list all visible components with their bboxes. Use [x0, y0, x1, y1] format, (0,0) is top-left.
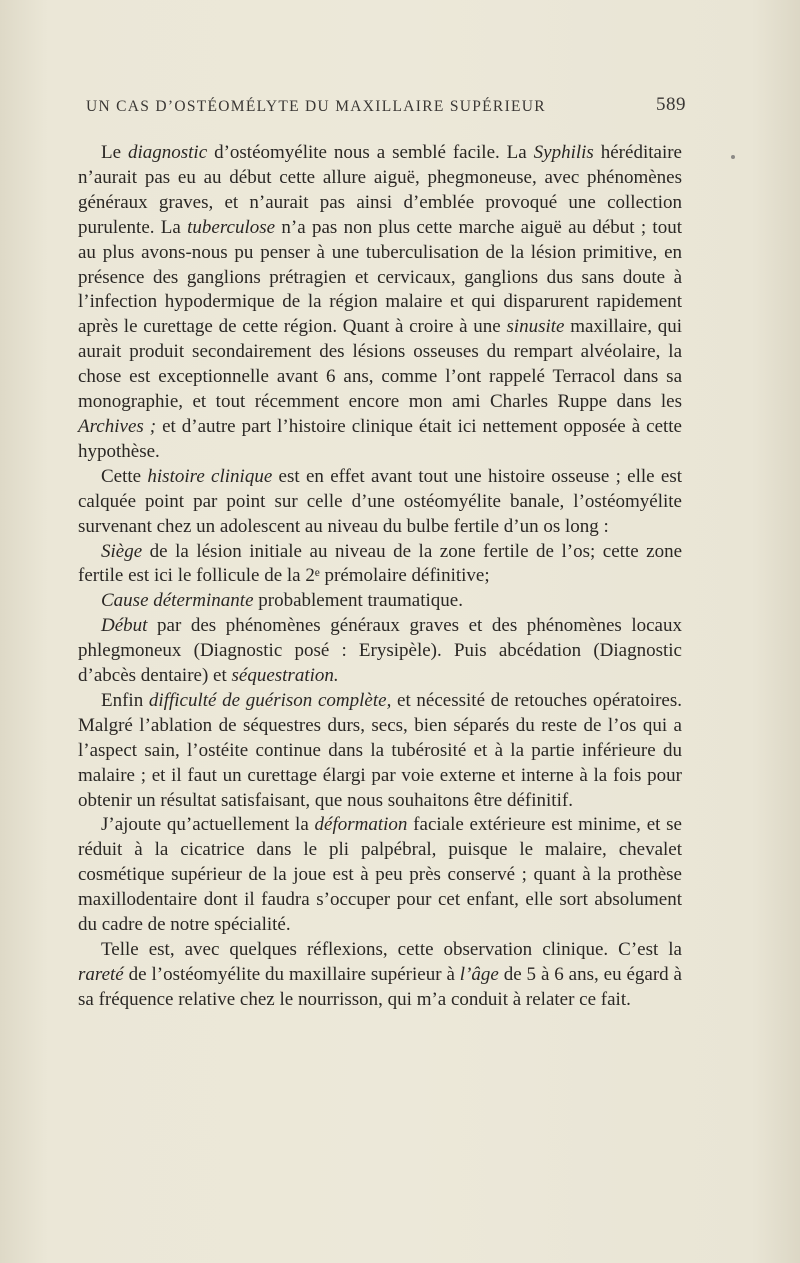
italic-text-segment: Début: [101, 615, 148, 637]
paragraph: [78, 813, 682, 938]
italic-text-segment: Cause déterminante: [101, 590, 254, 612]
italic-text-segment: tuberculose: [187, 216, 276, 238]
italic-text-segment: Archives ;: [78, 415, 157, 437]
text-segment: de 5 à 6 ans, eu égard à sa fréquence relative chez le nourrisson, qui m’a conduit à relater ce fait.: [78, 963, 682, 1010]
text-segment: n’a pas non plus cette marche aiguë au début ; tout au plus avons-nous pu penser à une tuberculisation de la lésion primitive, en présence des ganglions prétragien et cervicaux, ganglions dus sans doute à l’infection hypodermique de la région malaire et qui disparurent rapidement après le curettage de cette région. Quant à croire à une: [78, 216, 682, 338]
text-segment: J’ajoute qu’actuellement la: [101, 814, 315, 836]
running-head: [86, 94, 686, 124]
paragraph: [78, 689, 682, 814]
text-segment: Cette: [101, 465, 148, 487]
text-segment: Telle est, avec quelques réflexions, cette observation clinique. C’est la: [101, 939, 682, 960]
paragraph: [78, 141, 682, 465]
running-title: UN CAS D’OSTÉOMÉLYTE DU MAXILLAIRE SUPÉRIEUR: [86, 98, 546, 115]
paragraph: [78, 614, 682, 689]
text-segment: Enfin: [101, 689, 149, 711]
body-text: [78, 141, 682, 1013]
paragraph: [78, 938, 682, 1013]
text-segment: d’ostéomyélite nous a semblé facile. La: [207, 142, 534, 163]
text-segment: faciale extérieure est minime, et se réduit à la cicatrice dans le pli palpébral, puisque le malaire, chevalet cosmétique supérieur de la joue est à peu près conservé ; quant à la prothèse maxillodentaire dont il faudra s’occuper pour cet enfant, elle sort absolument du cadre de notre spécialité.: [78, 814, 682, 936]
italic-text-segment: sinusite: [506, 316, 565, 338]
italic-text-segment: déformation: [314, 814, 408, 836]
paragraph: [78, 465, 682, 540]
page-number: 589: [656, 94, 686, 115]
italic-text-segment: Siège: [101, 540, 143, 562]
text-segment: par des phénomènes généraux graves et des phénomènes locaux phlegmoneux (Diagnostic posé : Erysipèle). Puis abcédation (Diagnostic d’abcès dentaire) et: [78, 615, 682, 687]
margin-dot: [731, 155, 735, 159]
paragraph: [78, 540, 682, 590]
text-segment: de l’ostéomyélite du maxillaire supérieur à: [123, 963, 460, 985]
text-segment: héréditaire n’aurait pas eu au début cette allure aiguë, phegmoneuse, avec phénomènes généraux graves, et n’aurait pas ainsi d’emblée provoqué une collection purulente. La: [78, 142, 682, 238]
italic-text-segment: diagnostic: [127, 142, 208, 163]
italic-text-segment: l’âge: [459, 963, 499, 985]
italic-text-segment: rareté: [78, 963, 124, 985]
italic-text-segment: séquestration.: [231, 665, 339, 687]
text-segment: probablement traumatique.: [253, 590, 463, 612]
text-segment: de la lésion initiale au niveau de la zone fertile de l’os; cette zone fertile est ici le follicule de la 2ᵉ prémolaire définitive;: [78, 540, 682, 587]
italic-text-segment: histoire clinique: [147, 465, 273, 487]
text-segment: est en effet avant tout une histoire osseuse ; elle est calquée point par point sur celle d’une ostéomyélite banale, l’ostéomyélite survenant chez un adolescent au niveau du bulbe fertile d’un os long :: [78, 465, 682, 537]
text-segment: et d’autre part l’histoire clinique était ici nettement opposée à cette hypothèse.: [78, 415, 682, 462]
text-segment: et nécessité de retouches opératoires. Malgré l’ablation de séquestres durs, secs, bien séparés du reste de l’os qui a l’aspect sain, l’ostéite continue dans la tubérosité et à la partie inférieure du malaire ; et il faut un curettage élargi par voie externe et interne à la fois pour obtenir un résultat satisfaisant, que nous souhaitons être définitif.: [78, 689, 682, 811]
text-segment: maxillaire, qui aurait produit secondairement des lésions osseuses du rempart alvéolaire, la chose est exceptionnelle avant 6 ans, comme l’ont rappelé Terracol dans sa monographie, et tout récemment encore mon ami Charles Ruppe dans les: [78, 316, 682, 413]
italic-text-segment: difficulté de guérison complète,: [148, 689, 392, 711]
text-segment: Le: [101, 142, 128, 163]
paragraph: [78, 589, 682, 614]
italic-text-segment: Syphilis: [533, 142, 594, 163]
